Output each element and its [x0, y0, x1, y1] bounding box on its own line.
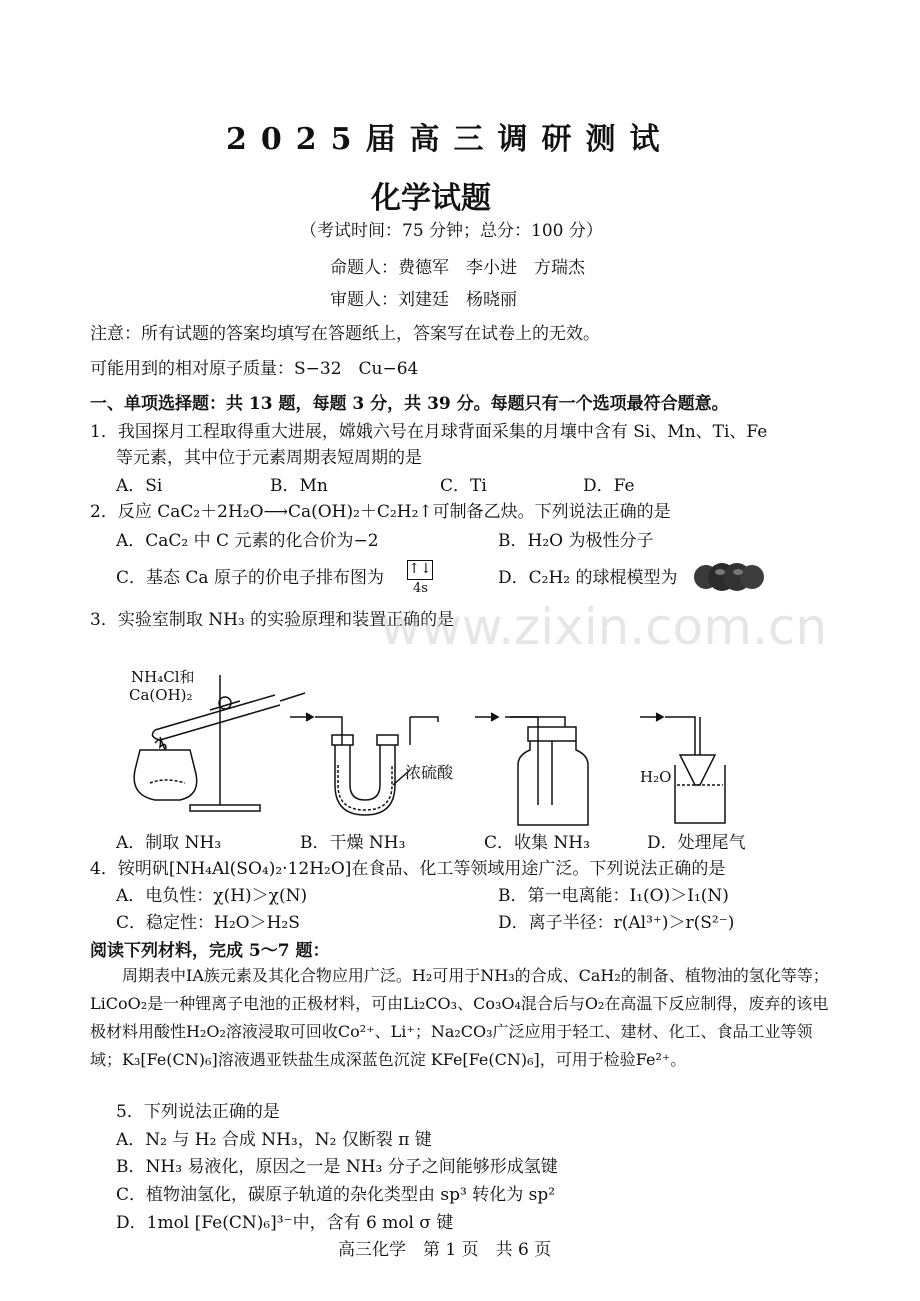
- q4-option-a: A．电负性：χ(H)＞χ(N): [116, 886, 308, 906]
- q5-option-b: B．NH₃ 易液化，原因之一是 NH₃ 分子之间能够形成氢键: [116, 1157, 558, 1177]
- q1-option-a: A．Si: [116, 476, 163, 496]
- apparatus-figure: [110, 655, 810, 830]
- q4-stem: 4．铵明矾[NH₄Al(SO₄)₂·12H₂O]在食品、化工等领域用途广泛。下列说法正确的是: [90, 859, 726, 879]
- q3-option-d: D．处理尾气: [647, 833, 746, 853]
- q3-option-a: A．制取 NH₃: [116, 833, 222, 853]
- q4-option-c: C．稳定性：H₂O＞H₂S: [116, 913, 300, 933]
- q5-option-c: C．植物油氢化，碳原子轨道的杂化类型由 sp³ 转化为 sp²: [116, 1185, 556, 1205]
- atomic-mass-line: 可能用到的相对原子质量：S−32 Cu−64: [90, 359, 419, 379]
- watermark: www.zixin.com.cn: [380, 598, 828, 656]
- q5-option-d: D．1mol [Fe(CN)₆]³⁻中，含有 6 mol σ 键: [116, 1213, 454, 1233]
- water-label: H₂O: [640, 768, 672, 786]
- q1-option-c: C．Ti: [440, 476, 487, 496]
- notice-line: 注意：所有试题的答案均填写在答题纸上，答案写在试卷上的无效。: [90, 324, 600, 344]
- reagent-label-line1: NH₄Cl和: [131, 668, 195, 686]
- reading-passage: 周期表中ⅠA族元素及其化合物应用广泛。H₂可用于NH₃的合成、CaH₂的制备、植物油的氢化等等；LiCoO₂是一种锂离子电池的正极材料，可由Li₂CO₃、Co₃O₄混合后与O₂在高温下反应制得，废弃的该电极材料用酸性H₂O₂溶液浸取可回收Co²⁺、Li⁺；Na₂CO₃广泛应用于轻工、建材、化工、食品工业等领域；K₃[Fe(CN)₆]溶液遇亚铁盐生成深蓝色沉淀 KFe[Fe(CN)₆]，可用于检验Fe²⁺。: [90, 966, 829, 1069]
- q3-option-c: C．收集 NH₃: [484, 833, 590, 853]
- q1-stem-line1: 1．我国探月工程取得重大进展，嫦娥六号在月球背面采集的月壤中含有 Si、Mn、Ti、Fe: [90, 422, 768, 442]
- q1-stem-line2: 等元素，其中位于元素周期表短周期的是: [116, 448, 422, 468]
- c2h2-ball-stick-model: [692, 560, 766, 594]
- page-footer: 高三化学 第 1 页 共 6 页: [338, 1240, 552, 1260]
- q1-option-d: D．Fe: [583, 476, 635, 496]
- q4-option-d: D．离子半径：r(Al³⁺)＞r(S²⁻): [498, 913, 735, 933]
- section-heading: 一、单项选择题：共 13 题，每题 3 分，共 39 分。每题只有一个选项最符合题意。: [90, 394, 729, 414]
- q2-option-c: C．基态 Ca 原子的价电子排布图为: [116, 568, 384, 588]
- reading-heading: 阅读下列材料，完成 5～7 题：: [90, 941, 330, 961]
- q1-option-b: B．Mn: [270, 476, 328, 496]
- exam-title: 2025届高三调研测试: [226, 122, 674, 157]
- q2-option-a: A．CaC₂ 中 C 元素的化合价为−2: [116, 531, 379, 551]
- q5-option-a: A．N₂ 与 H₂ 合成 NH₃，N₂ 仅断裂 π 键: [116, 1130, 432, 1150]
- q3-stem: 3．实验室制取 NH₃ 的实验原理和装置正确的是: [90, 610, 455, 630]
- q2-option-b: B．H₂O 为极性分子: [498, 531, 654, 551]
- exam-time-info: （考试时间：75 分钟；总分：100 分）: [300, 221, 603, 241]
- q2-option-d: D．C₂H₂ 的球棍模型为: [498, 568, 678, 588]
- q5-stem: 5．下列说法正确的是: [116, 1102, 280, 1122]
- acid-label: 浓硫酸: [405, 763, 454, 782]
- orbital-box: ↑↓: [407, 560, 433, 580]
- orbital-label: 4s: [413, 581, 428, 596]
- subject-title: 化学试题: [371, 181, 491, 216]
- reviewers-line: 审题人：刘建廷 杨晓丽: [330, 290, 517, 310]
- q2-stem: 2．反应 CaC₂＋2H₂O⟶Ca(OH)₂＋C₂H₂↑可制备乙炔。下列说法正确的是: [90, 502, 671, 522]
- q3-option-b: B．干燥 NH₃: [300, 833, 406, 853]
- authors-line: 命题人：费德军 李小进 方瑞杰: [330, 258, 585, 278]
- q4-option-b: B．第一电离能：I₁(O)＞I₁(N): [498, 886, 729, 906]
- reagent-label-line2: Ca(OH)₂: [129, 686, 193, 704]
